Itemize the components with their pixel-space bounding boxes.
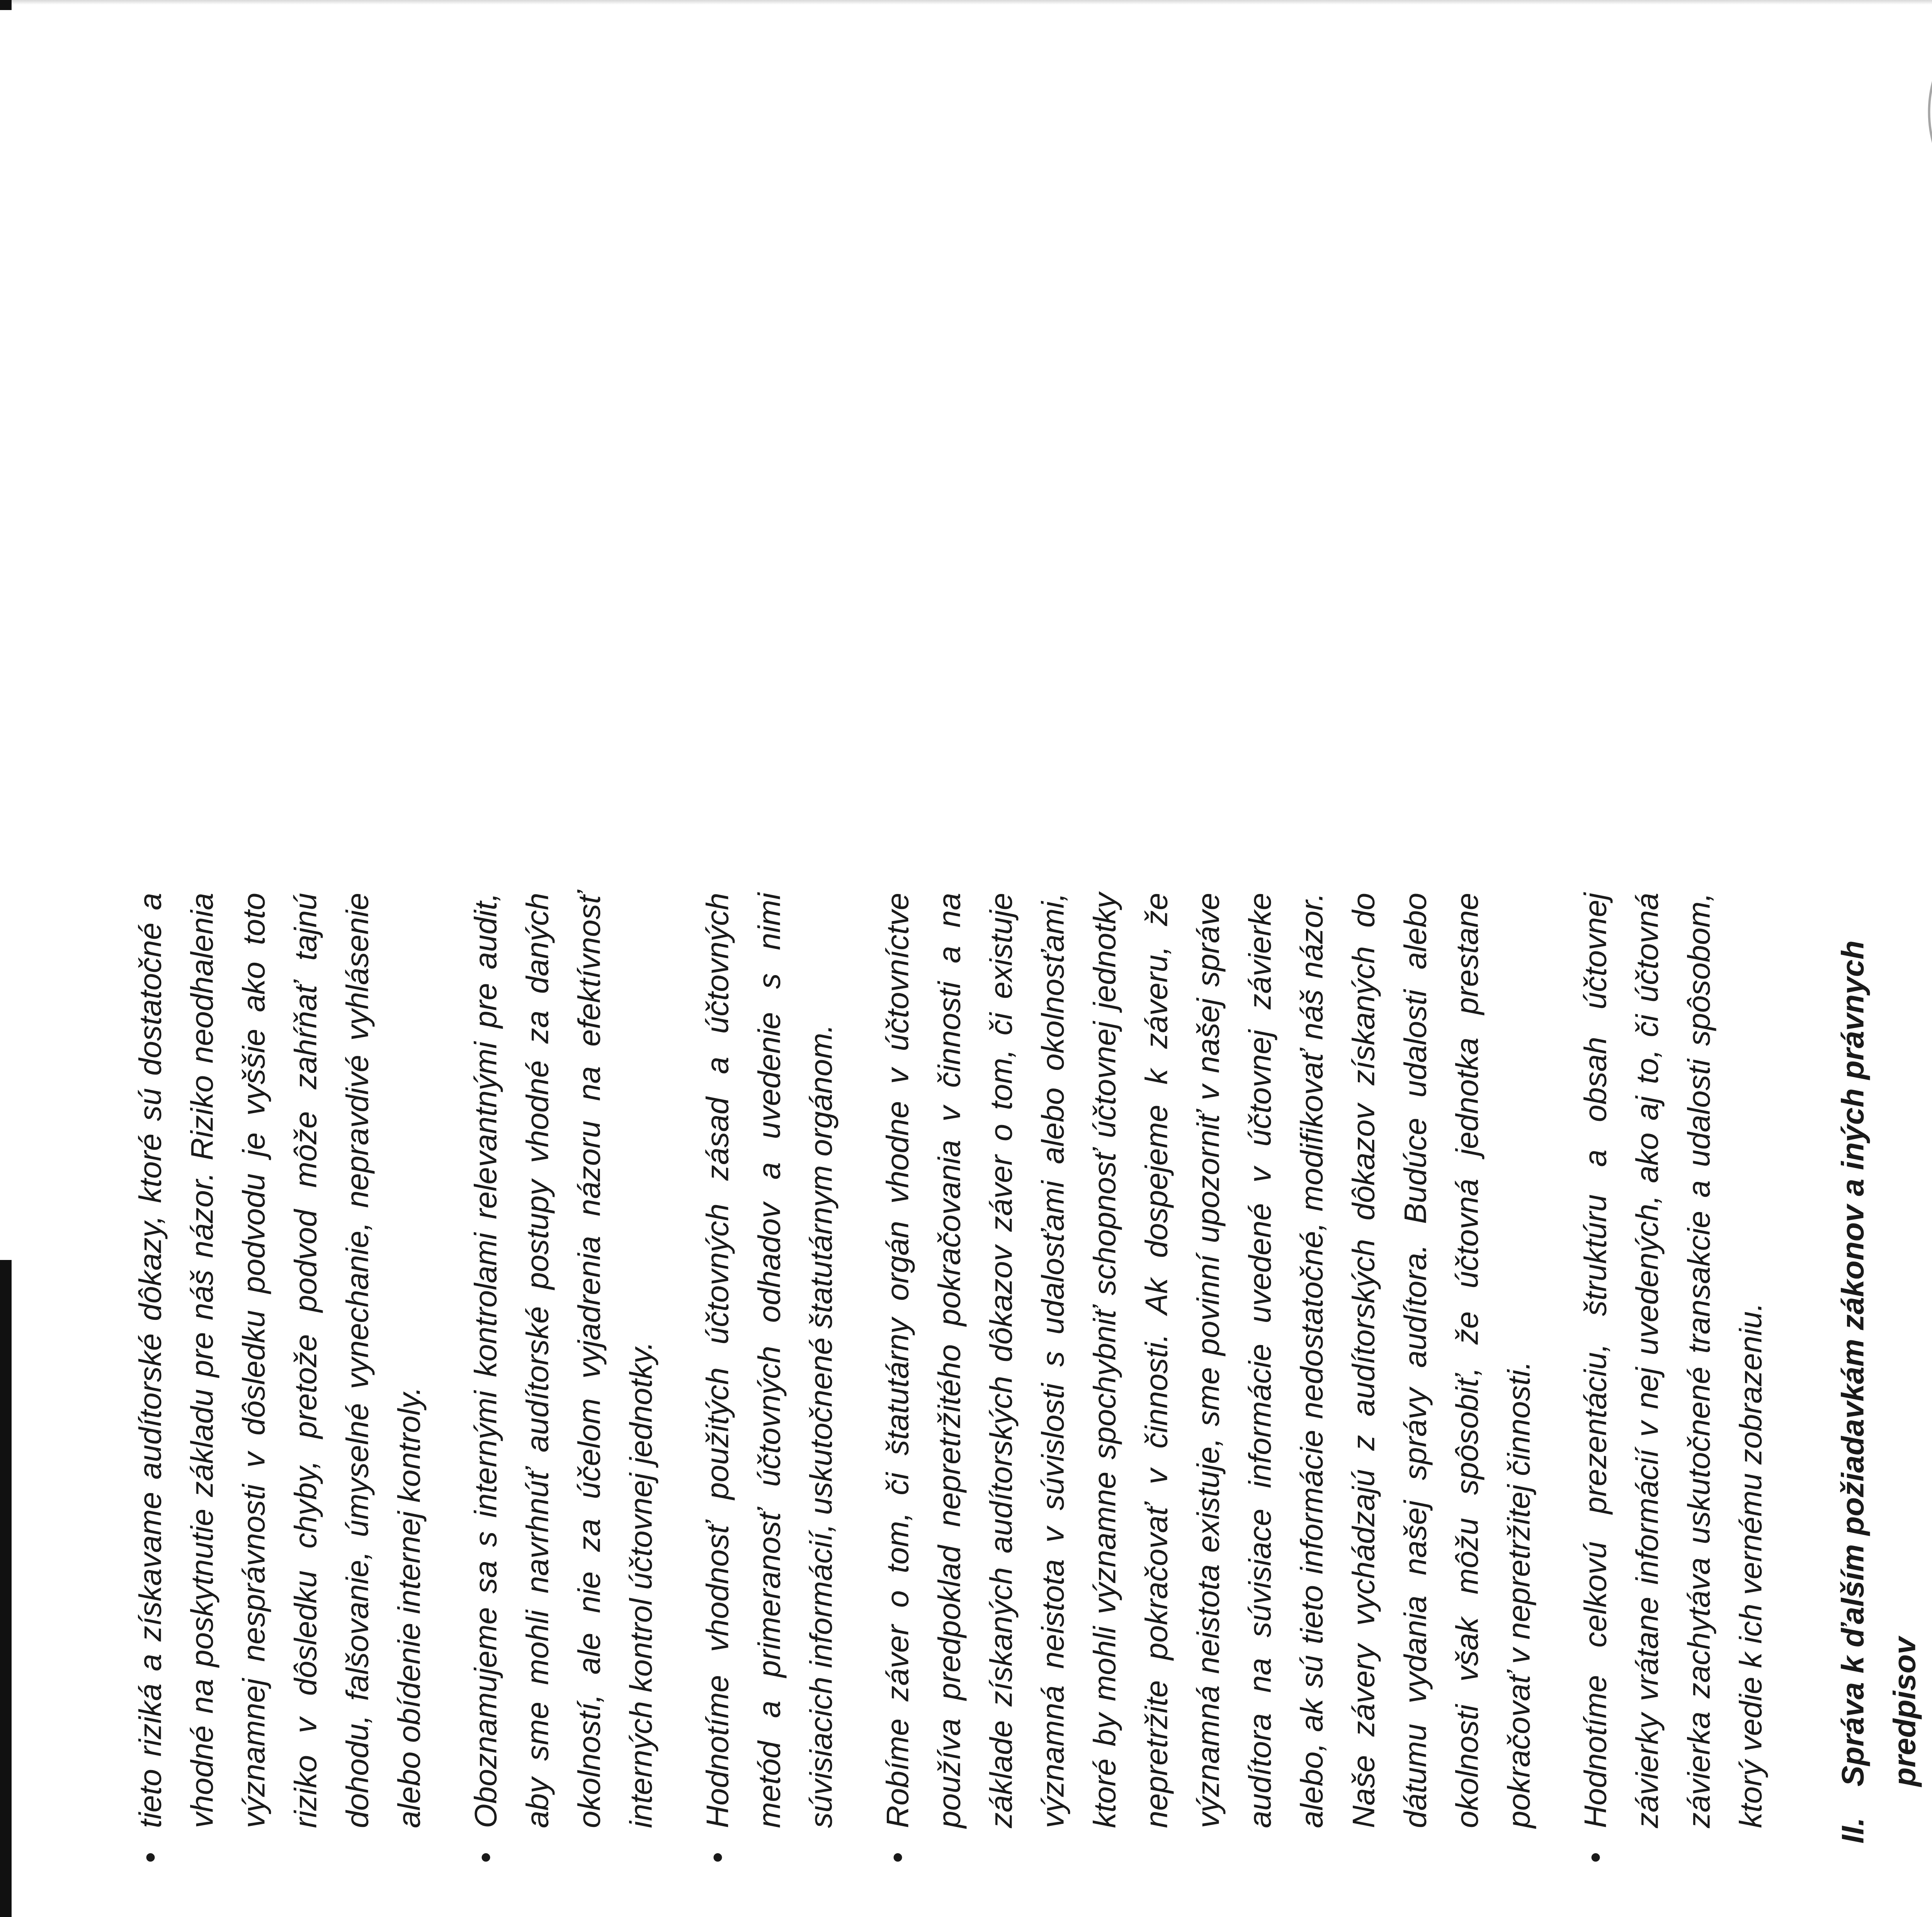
report-body	[125, 893, 1932, 1863]
bullet-icon: •	[700, 1852, 735, 1863]
bullet-icon: •	[880, 1852, 915, 1863]
bullet-presentation	[1570, 893, 1777, 1863]
bullet-icon: •	[1578, 1852, 1613, 1863]
bullet-text: Hodnotíme vhodnosť použitých účtovných zásad a účtovných metód a primeranosť účtovných odhadov a uvedenie s nimi súvisiacich informácií, uskutočnené štatutárnym orgánom.	[700, 893, 839, 1828]
bullet-text: tieto riziká a získavame audítorské dôkazy, ktoré sú dostatočné a vhodné na poskytnutie základu pre náš názor. Riziko neodhalenia významnej nesprávnosti v dôsledku podvodu je vyššie ako toto riziko v dôsledku chyby, pretože podvod môže zahŕňať tajnú dohodu, falšovanie, úmyselné vynechanie, nepravdivé vyhlásenie alebo obídenie internej kontroly.	[133, 893, 427, 1828]
bullet-accounting-policies	[692, 893, 847, 1863]
bullet-icon: •	[468, 1852, 503, 1863]
document-page	[5, 0, 1932, 1917]
bullet-risks	[125, 893, 435, 1863]
auditor-stamp	[1922, 0, 1932, 240]
section-number: II.	[1835, 1817, 1871, 1844]
section-title: Správa k ďalším požiadavkám zákonov a iných právnych predpisov	[1835, 940, 1922, 1787]
bullet-text: Oboznamujeme sa s internými kontrolami relevantnými pre audit, aby sme mohli navrhnúť audítorské postupy vhodné za daných okolností, ale nie za účelom vyjadrenia názoru na efektívnosť interných kontrol účtovnej jednotky.	[468, 893, 659, 1828]
bullet-icon: •	[133, 1852, 168, 1863]
bullet-internal-controls	[460, 893, 667, 1863]
bullet-text: Hodnotíme celkovú prezentáciu, štruktúru a obsah účtovnej závierky vrátane informácií v nej uvedených, ako aj to, či účtovná závierka zachytáva uskutočnené transakcie a udalosti spôsobom, ktorý vedie k ich vernému zobrazeniu.	[1578, 893, 1769, 1828]
section-heading	[1827, 893, 1931, 1844]
bullet-going-concern	[872, 893, 1545, 1863]
bullet-text: Robíme záver o tom, či štatutárny orgán vhodne v účtovníctve používa predpoklad nepretržitého pokračovania v činnosti a na základe získaných audítorských dôkazov záver o tom, či existuje významná neistota v súvislosti s udalosťami alebo okolnosťami, ktoré by mohli významne spochybniť schopnosť účtovnej jednotky nepretržite pokračovať v činnosti. Ak dospejeme k záveru, že významná neistota existuje, sme povinní upozorniť v našej správe audítora na súvisiace informácie uvedené v účtovnej závierke alebo, ak sú tieto informácie nedostatočné, modifikovať náš názor. Naše závery vychádzajú z audítorských dôkazov získaných do dátumu vydania našej správy audítora. Budúce udalosti alebo okolnosti však môžu spôsobiť, že účtovná jednotka prestane pokračovať v nepretržitej činnosti.	[880, 893, 1537, 1828]
